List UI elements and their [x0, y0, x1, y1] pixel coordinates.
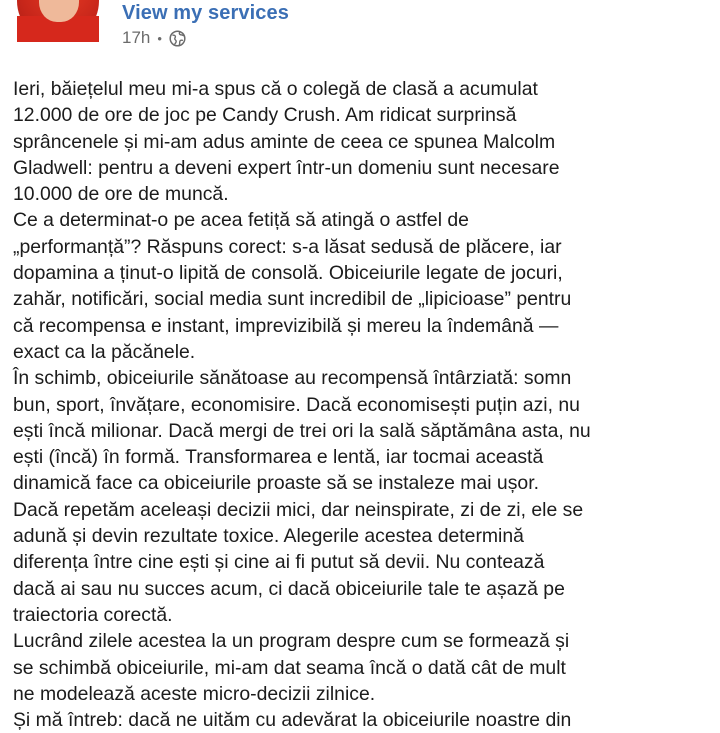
author-avatar[interactable] [17, 0, 99, 42]
view-services-link[interactable]: View my services [122, 2, 289, 24]
post-text: Ieri, băiețelul meu mi-a spus că o colegă de clasă a acumulat 12.000 de ore de joc pe Candy Crush. Am ridicat surprinsă sprâncenele și mi-am adus aminte de ceea ce spunea Malcolm Gladwell: pentru a deveni expert într-un domeniu sunt necesare 10.000 de ore de muncă. Ce a determinat-o pe acea fetiță să atingă o astfel de „performanță”? Răspuns corect: s-a lăsat sedusă de plăcere, iar dopamina a ținut-o lipită de consolă. Obiceiurile legate de jocuri, zahăr, notificări, social media sunt incredibil de „lipicioase” pentru că recompensa e instant, imprevizibilă și mereu la îndemână — exact ca la păcănele. În schimb, obiceiurile sănătoase au recompensă întârziată: somn bun, sport, învățare, economisire. Dacă economisești puțin azi, nu ești încă milionar. Dacă mergi de trei ori la sală săptămâna asta, nu ești (încă) în formă. Transformarea e lentă, iar tocmai această dinamică face ca obiceiurile proaste să se instaleze mai ușor. Dacă repetăm aceleași decizii mici, dar neinspirate, zi de zi, ele se adună și devin rezultate toxice. Alegerile acestea determină diferența între cine ești și cine ai fi putut să devii. Nu contează dacă ai sau nu succes acum, ci dacă obiceiurile tale te așază pe traiectoria corectă. Lucrând zilele acestea la un program despre cum se formează și se schimbă obiceiurile, mi-am dat seama încă o dată cât de mult ne modelează aceste micro-decizii zilnice. Și mă întreb: dacă ne uităm cu adevărat la obiceiurile noastre din [13, 78, 591, 732]
post-meta [122, 28, 186, 48]
meta-separator: • [157, 30, 162, 46]
globe-icon [169, 30, 186, 47]
post-timestamp: 17h [122, 28, 151, 47]
